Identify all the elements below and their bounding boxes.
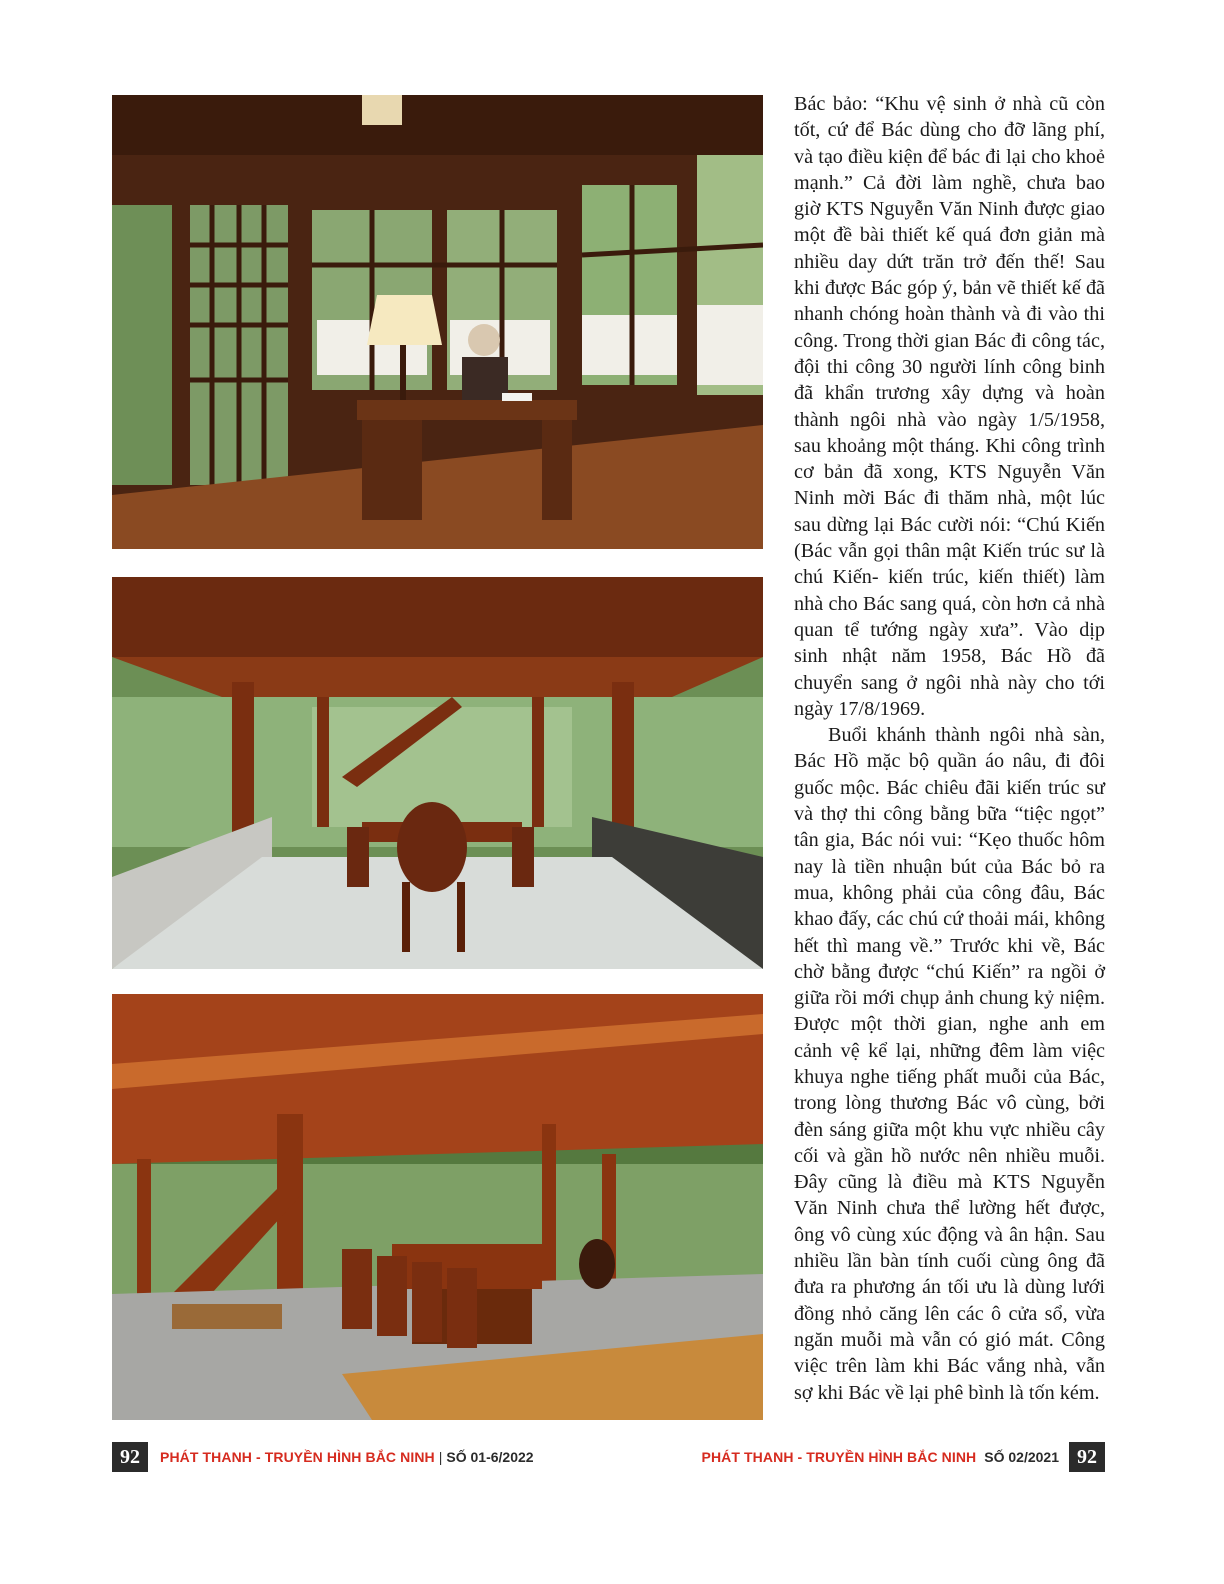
photo-stilt-house-meeting-area [112, 994, 763, 1420]
publication-name: PHÁT THANH - TRUYỀN HÌNH BẮC NINH [701, 1449, 977, 1465]
page-number: 92 [1069, 1442, 1105, 1472]
issue-number: SỐ 02/2021 [984, 1449, 1059, 1465]
article-body [794, 91, 1105, 1406]
article-paragraph: Bác bảo: “Khu vệ sinh ở nhà cũ còn tốt, cứ để Bác dùng cho đỡ lãng phí, và tạo điều kiện để bác đi lại cho khoẻ mạnh.” Cả đời làm nghề, chưa bao giờ KTS Nguyễn Văn Ninh được giao một đề bài thiết kế quá đơn giản mà nhiều day dứt trăn trở đến thế! Sau khi được Bác góp ý, bản vẽ thiết kế đã nhanh chóng hoàn thành và đi vào thi công. Trong thời gian Bác đi công tác, đội thi công 30 người lính công binh đã khẩn trương xây dựng và hoàn thành ngôi nhà vào ngày 1/5/1958, sau khoảng một tháng. Khi công trình cơ bản đã xong, KTS Nguyễn Văn Ninh mời Bác đi thăm nhà, một lúc sau dừng lại Bác cười nói: “Chú Kiến (Bác vẫn gọi thân mật Kiến trúc sư là chú Kiến- kiến trúc, kiến thiết) làm nhà cho Bác sang quá, còn hơn cả nhà quan tể tướng ngày xưa”. Vào dịp sinh nhật năm 1958, Bác Hồ đã chuyển sang ở ngôi nhà này cho tới ngày 17/8/1969. [794, 93, 1105, 720]
photo-study-room [112, 95, 763, 549]
photo-stilt-house-dining-area [112, 577, 763, 969]
article-paragraph: Buổi khánh thành ngôi nhà sàn, Bác Hồ mặc bộ quần áo nâu, đi đôi guốc mộc. Bác chiêu đãi kiến trúc sư và thợ thi công bằng bữa “tiệc ngọt” tân gia, Bác nói vui: “Kẹo thuốc hôm nay là tiền nhuận bút của Bác bỏ ra mua, không phải của công đâu, Bác khao đấy, các chú cứ thoải mái, không hết thì mang về.” Trước khi về, Bác chờ bằng được “chú Kiến” ra ngồi ở giữa rồi mới chụp ảnh chung kỷ niệm. Được một thời gian, nghe anh em cảnh vệ kể lại, những đêm làm việc khuya nghe tiếng phất muỗi của Bác, trong lòng thương Bác vô cùng, bởi đèn sáng giữa một khu vực nhiều cây cối và gần hồ nước nên nhiều muỗi. Đây cũng là điều mà KTS Nguyễn Văn Ninh chưa thể lường hết được, ông vô cùng xúc động và ân hận. Sau nhiều lần bàn tính cuối cùng ông đã đưa ra phương án tối ưu là dùng lưới đồng nhỏ căng lên các ô cửa sổ, vừa ngăn muỗi mà vẫn có gió mát. Công việc trên làm khi Bác vắng nhà, vẫn sợ khi Bác về lại phê bình là tốn kém. [794, 724, 1105, 1404]
publication-name: PHÁT THANH - TRUYỀN HÌNH BẮC NINH [160, 1449, 435, 1465]
issue-number: SỐ 01-6/2022 [446, 1449, 534, 1465]
footer-left [112, 1442, 534, 1472]
footer-right [702, 1442, 1105, 1472]
page-number: 92 [112, 1442, 148, 1472]
footer-separator: | [438, 1449, 443, 1465]
